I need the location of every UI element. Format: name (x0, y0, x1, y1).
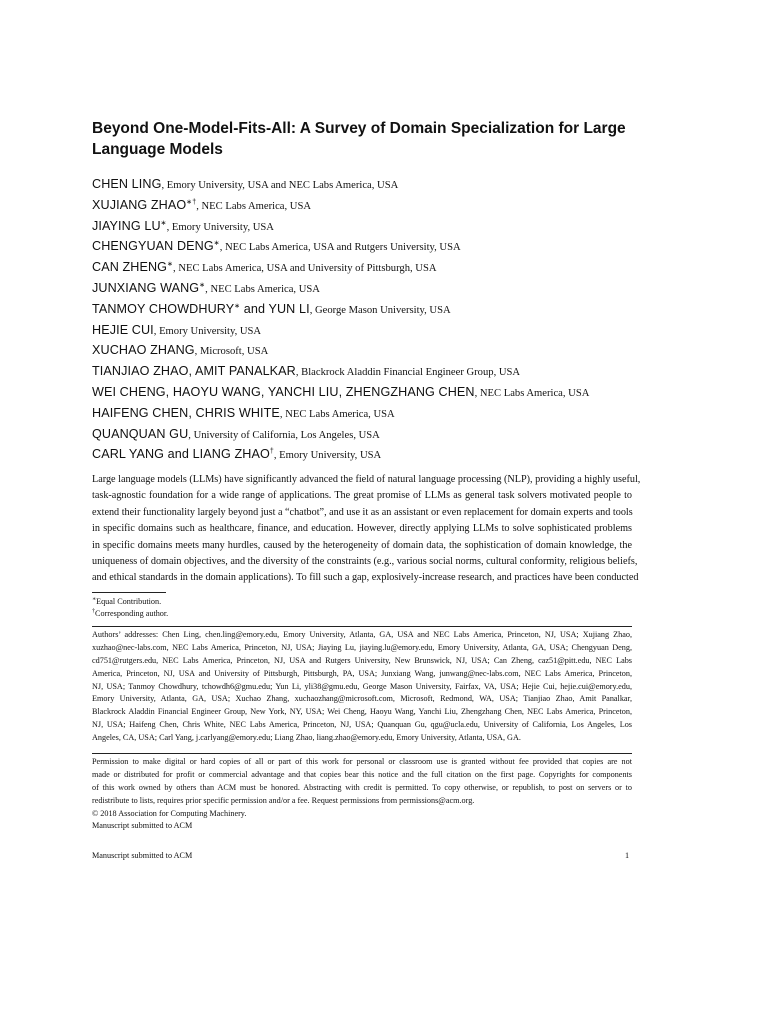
author-affiliation: , NEC Labs America, USA (474, 387, 590, 399)
author-entry (92, 340, 682, 361)
author-names: XUCHAO ZHANG (92, 343, 195, 358)
footnote-text: Equal Contribution. (96, 597, 162, 606)
author-names: JIAYING LU (92, 218, 161, 233)
author-affiliation: , Emory University, USA (273, 450, 382, 462)
author-entry (92, 382, 682, 403)
author-names: XUJIANG ZHAO (92, 197, 187, 212)
page-number: 1 (625, 851, 630, 860)
footnote-mark: ∗ (92, 596, 97, 603)
author-affiliation: , NEC Labs America, USA (279, 408, 395, 420)
permission-line: redistribute to lists, requires prior specific permission and/or a fee. Request permissions from permissions@acm.org. (92, 795, 475, 805)
author-names: QUANQUAN GU (92, 426, 189, 441)
author-entry (92, 361, 682, 382)
address-line: NJ, USA; Tanmoy Chowdhury, tchowdh6@gmu.edu; Yun Li, yli38@gmu.edu, George Mason University, Fairfax, VA, USA; Hejie Cui, hejie.cui@emory.edu, (92, 681, 632, 691)
permission-line: made or distributed for profit or commercial advantage and that copies bear this notice and the full citation on the first page. Copyrights for components (92, 769, 632, 779)
paper-title-line: Beyond One-Model-Fits-All: A Survey of Domain Specialization for Large (92, 120, 626, 137)
author-names: HEJIE CUI (92, 322, 154, 337)
footnote (92, 608, 168, 619)
footnote (92, 596, 161, 607)
author-names: CAN ZHENG (92, 260, 168, 275)
permission-line: Permission to make digital or hard copies of all or part of this work for personal or classroom use is granted without fee provided that copies are not (92, 757, 632, 766)
author-affiliation: , Blackrock Aladdin Financial Engineer Group, USA (295, 367, 521, 379)
submission-line: Manuscript submitted to ACM (92, 821, 193, 831)
address-line: Authors’ addresses: Chen Ling, chen.ling@emory.edu, Emory University, Atlanta, GA, USA and NEC Labs America, Princeton, NJ, USA; Xujiang Zhao, (92, 630, 632, 639)
address-line: cd751@rutgers.edu, NEC Labs America, Princeton, NJ, USA and Rutgers University, New Brunswick, NJ, USA; Can Zheng, caz51@pitt.edu, NEC Labs (92, 655, 632, 665)
author-affiliation: , NEC Labs America, USA and Rutgers University, USA (219, 242, 461, 254)
address-line: Emory University, Atlanta, GA, USA; Xuchao Zhang, xuchaozhang@microsoft.com, Microsoft, Redmond, WA, USA; Tianjiao Zhao, Amit Panalkar, (92, 694, 632, 704)
author-marks: ∗ (167, 261, 174, 268)
footnote-mark: † (92, 608, 95, 615)
author-entry (92, 216, 682, 237)
footer-venue: Manuscript submitted to ACM (92, 851, 193, 860)
author-names: CARL YANG and LIANG ZHAO (92, 447, 270, 462)
author-entry (92, 424, 682, 445)
paper-title (92, 118, 652, 160)
author-entry (92, 278, 682, 299)
author-entry (92, 257, 682, 278)
copyright-line: © 2018 Association for Computing Machinery. (92, 808, 247, 818)
author-entry (92, 236, 682, 257)
author-list (92, 174, 682, 465)
author-affiliation: , Microsoft, USA (194, 346, 269, 358)
author-entry (92, 444, 682, 465)
author-names: CHENGYUAN DENG (92, 239, 214, 254)
author-names: HAIFENG CHEN, CHRIS WHITE (92, 405, 280, 420)
author-entry (92, 299, 682, 320)
paper-title-line: Language Models (92, 141, 223, 158)
author-addresses (92, 629, 632, 745)
author-entry (92, 195, 682, 216)
abstract (92, 472, 641, 587)
author-marks: ∗ (199, 281, 206, 289)
author-affiliation: , NEC Labs America, USA (196, 200, 311, 212)
abstract-line: and ethical standards in the domain applications). To fill such a gap, explosively-increase research, and practices have been conducted (92, 572, 639, 584)
address-line: NJ, USA; Haifeng Chen, Chris White, NEC Labs America, Princeton, NJ, USA; Quanquan Gu, qgu@ucla.edu, University of California, Los Angeles, Los (92, 720, 632, 730)
author-affiliation: , NEC Labs America, USA and University of Pittsburgh, USA (173, 263, 437, 275)
abstract-line: extend their functionality largely beyond just a “chatbot”, and use it as an assistant or even replacement for domain experts and tools (92, 506, 633, 518)
address-line: xuzhao@nec-labs.com, NEC Labs America, Princeton, NJ, USA; Jiaying Lu, jiaying.lu@emory.edu, Emory University, Atlanta, GA, USA; Chengyuan Deng, (92, 642, 632, 652)
author-entry (92, 320, 682, 341)
author-affiliation: , University of California, Los Angeles, USA (188, 429, 380, 441)
author-entry (92, 174, 682, 195)
address-line: Angeles, CA, USA; Carl Yang, j.carlyang@emory.edu; Liang Zhao, liang.zhao@emory.edu, Emory University, Atlanta, USA, GA. (92, 733, 521, 743)
author-affiliation: , NEC Labs America, USA (205, 283, 320, 295)
author-names-tail: and YUN LI (240, 301, 310, 316)
permission-notice (92, 756, 632, 833)
abstract-line: task-agnostic foundation for a wide range of applications. The great promise of LLMs as general task solvers motivated people to (92, 490, 632, 502)
permission-line: of this work owned by others than ACM must be honored. Abstracting with credit is permitted. To copy otherwise, or republish, to post on servers or to (92, 782, 632, 792)
section-divider (92, 753, 632, 754)
author-names: CHEN LING (92, 177, 162, 191)
author-affiliation: , Emory University, USA (166, 221, 274, 233)
address-line: America, Princeton, NJ, USA and University of Pittsburgh, Pittsburgh, PA, USA; Junxiang Wang, junwang@nec-labs.com, NEC Labs America, Princeton, (92, 668, 632, 678)
author-names: TIANJIAO ZHAO, AMIT PANALKAR (92, 364, 296, 379)
section-divider (92, 626, 632, 627)
author-marks: ∗ (234, 302, 241, 310)
author-marks: ∗ (160, 219, 167, 227)
author-names: JUNXIANG WANG (92, 280, 200, 295)
author-affiliation: , Emory University, USA and NEC Labs America, USA (161, 180, 399, 191)
footnote-divider (92, 592, 166, 593)
abstract-line: in specific domains meets many hurdles, caused by the heterogeneity of domain data, the sophistication of domain knowledge, the (92, 539, 632, 551)
address-line: Blackrock Aladdin Financial Engineer Group, New York, NY, USA; Wei Cheng, Haoyu Wang, Yanchi Liu, Zhengzhang Chen, NEC Labs America, Princeton, (92, 707, 632, 717)
author-affiliation: , Emory University, USA (153, 325, 262, 337)
author-entry (92, 403, 682, 424)
author-affiliation: , George Mason University, USA (309, 304, 451, 316)
footnote-text: Corresponding author. (95, 609, 169, 618)
author-marks: † (269, 448, 274, 456)
author-names: WEI CHENG, HAOYU WANG, YANCHI LIU, ZHENGZHANG CHEN (92, 384, 475, 399)
author-marks: ∗ (213, 240, 220, 248)
abstract-line: in specific domains such as healthcare, finance, and education. However, directly applying LLMs to solve sophisticated problems (92, 523, 632, 535)
abstract-line: uniqueness of domain objectives, and the diversity of the constraints (e.g., various social norms, cultural conformity, religious beliefs, (92, 555, 638, 567)
abstract-line: Large language models (LLMs) have significantly advanced the field of natural language processing (NLP), providing a highly useful, (92, 474, 641, 485)
author-marks: ∗† (186, 198, 197, 206)
author-names: TANMOY CHOWDHURY (92, 301, 235, 316)
